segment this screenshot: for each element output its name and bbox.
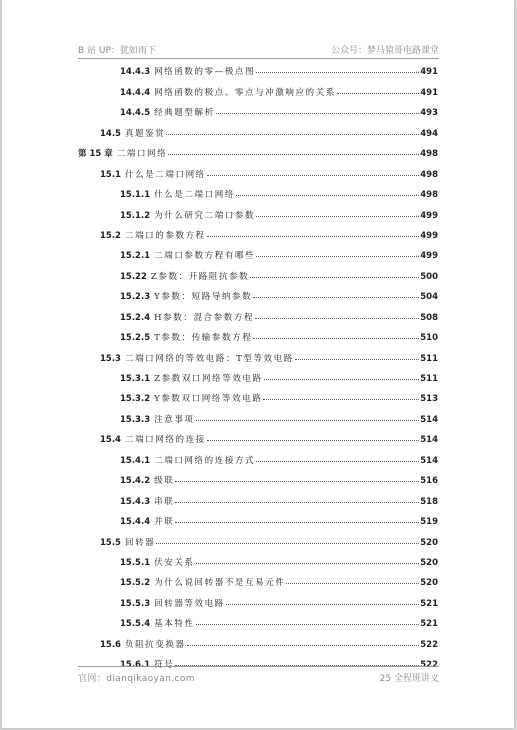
toc-entry[interactable] xyxy=(78,224,438,244)
toc-entry-number: 15.5.1 xyxy=(120,557,151,568)
toc-entry[interactable] xyxy=(78,428,438,448)
toc-entry-title: Y参数：短路导纳参数 xyxy=(154,292,253,303)
toc-leader-dots xyxy=(166,134,419,135)
toc-leader-dots xyxy=(337,93,419,94)
toc-entry[interactable] xyxy=(78,60,438,80)
toc-leader-dots xyxy=(156,543,419,544)
toc-entry-number: 15.5.2 xyxy=(120,578,151,589)
toc-entry-page: 498 xyxy=(420,190,438,201)
toc-leader-dots xyxy=(187,645,420,646)
toc-entry-title: 负阻抗变换器 xyxy=(124,639,186,650)
toc-entry-title: H参数：混合参数方程 xyxy=(154,312,255,323)
toc-entry-page: 499 xyxy=(420,230,438,241)
toc-entry[interactable] xyxy=(78,632,438,652)
toc-entry-title: 二端口网络的连接 xyxy=(124,435,206,446)
toc-leader-dots xyxy=(207,236,419,237)
toc-entry-page: 510 xyxy=(420,333,438,344)
toc-entry-page: 500 xyxy=(420,271,438,282)
toc-entry-line xyxy=(120,311,438,323)
toc-leader-dots xyxy=(175,481,419,482)
toc-entry-number: 15.2.5 xyxy=(120,333,151,344)
toc-entry-line xyxy=(120,515,438,527)
toc-leader-dots xyxy=(253,297,419,298)
toc-entry-number: 15.4.3 xyxy=(120,496,151,507)
toc-entry[interactable] xyxy=(78,264,438,284)
toc-entry-number: 15.3.3 xyxy=(120,414,151,425)
toc-entry-line xyxy=(100,168,438,180)
toc-entry-page: 521 xyxy=(420,619,438,630)
toc-entry-page: 513 xyxy=(420,394,438,405)
toc-entry-line xyxy=(100,229,438,241)
toc-entry-number: 15.4.4 xyxy=(120,517,151,528)
toc-entry-number: 14.4.5 xyxy=(120,108,151,119)
toc-entry-title: 二端口网络的等效电路：T型等效电路 xyxy=(124,353,294,364)
toc-entry-title: 什么是二端口网络 xyxy=(124,169,206,180)
toc-entry-title: 二端口网络 xyxy=(116,149,168,160)
toc-entry-number: 15.2.1 xyxy=(120,251,151,262)
toc-entry[interactable] xyxy=(78,571,438,591)
toc-entry-number: 15.1.2 xyxy=(120,210,151,221)
page-header xyxy=(78,40,439,59)
toc-entry-title: 二端口参数方程有哪些 xyxy=(154,251,256,262)
toc-entry-page: 511 xyxy=(420,374,438,384)
toc-entry-number: 15.6.1 xyxy=(120,660,151,671)
toc-entry-line xyxy=(100,433,438,445)
toc-entry[interactable] xyxy=(78,183,438,203)
toc-entry-page: 518 xyxy=(420,496,438,507)
toc-leader-dots xyxy=(250,277,419,278)
toc-entry-title: 级联 xyxy=(154,476,175,487)
header-right-text: 公众号：梦马猿哥电路课堂 xyxy=(330,46,439,56)
toc-entry-page: 491 xyxy=(420,87,438,98)
toc-entry-number: 15.2.3 xyxy=(120,292,151,303)
toc-entry-title: 二端口的参数方程 xyxy=(124,230,206,241)
header-left-text: B 站 UP：犹如雨下 xyxy=(78,46,156,56)
toc-leader-dots xyxy=(255,318,419,319)
toc-entry-number: 15.4.1 xyxy=(120,455,151,466)
toc-leader-dots xyxy=(226,604,419,605)
toc-entry-page: 522 xyxy=(420,660,438,671)
toc-entry-line xyxy=(120,249,438,261)
toc-entry-title: 伏安关系 xyxy=(154,557,195,568)
toc-entry-line xyxy=(120,495,438,507)
toc-entry-title: 二端口网络的连接方式 xyxy=(154,455,256,466)
page-footer xyxy=(78,666,439,685)
toc-entry-number: 15.5.3 xyxy=(120,598,151,609)
toc-entry-page: 491 xyxy=(420,67,438,78)
toc-entry-page: 499 xyxy=(420,251,438,262)
toc-entry-line xyxy=(120,270,438,282)
toc-leader-dots xyxy=(207,175,419,176)
toc-entry-title: 网络函数的极点、零点与冲激响应的关系 xyxy=(154,87,336,98)
toc-entry-line xyxy=(120,474,438,486)
toc-leader-dots xyxy=(175,502,419,503)
toc-entry[interactable] xyxy=(78,469,438,489)
toc-entry-title: 真题鉴赏 xyxy=(124,128,166,139)
toc-entry[interactable] xyxy=(78,101,438,121)
toc-entry[interactable] xyxy=(78,142,438,162)
toc-entry-number: 15.2 xyxy=(100,230,121,241)
toc-leader-dots xyxy=(264,379,420,380)
toc-entry[interactable] xyxy=(78,244,438,264)
toc-leader-dots xyxy=(196,563,420,564)
toc-entry-page: 520 xyxy=(420,537,438,548)
toc-entry-number: 14.4.3 xyxy=(120,67,151,78)
toc-leader-dots xyxy=(256,256,419,257)
toc-entry-page: 498 xyxy=(420,169,438,180)
toc-entry-line xyxy=(78,147,438,159)
toc-entry-title: 为什么研究二端口参数 xyxy=(154,210,256,221)
toc-entry[interactable] xyxy=(78,121,438,141)
toc-entry-line xyxy=(120,188,438,200)
toc-entry-line xyxy=(120,372,438,384)
toc-entry-page: 521 xyxy=(420,598,438,609)
toc-entry-page: 511 xyxy=(420,353,438,364)
toc-entry-number: 15.3 xyxy=(100,353,121,364)
toc-leader-dots xyxy=(196,624,420,625)
toc-entry-number: 15.22 xyxy=(120,271,147,282)
toc-leader-dots xyxy=(263,399,419,400)
toc-entry[interactable] xyxy=(78,305,438,325)
toc-entry-number: 15.5 xyxy=(100,537,121,548)
toc-entry-line xyxy=(100,536,438,548)
toc-entry-number: 15.1 xyxy=(100,169,121,180)
toc-entry-number: 15.2.4 xyxy=(120,312,151,323)
toc-entry-number: 第 15 章 xyxy=(78,149,113,160)
toc-entry-line xyxy=(120,106,438,118)
toc-entry[interactable] xyxy=(78,203,438,223)
toc-entry-line xyxy=(100,127,438,139)
toc-leader-dots xyxy=(168,154,419,155)
toc-entry-number: 15.3.1 xyxy=(120,374,151,384)
toc-leader-dots xyxy=(236,195,419,196)
toc-entry[interactable] xyxy=(78,346,438,366)
toc-entry-title: Y参数双口网络等效电路 xyxy=(154,394,263,405)
toc-entry[interactable] xyxy=(78,510,438,530)
toc-entry[interactable] xyxy=(78,407,438,427)
toc-leader-dots xyxy=(175,522,419,523)
toc-entry-page: 493 xyxy=(420,108,438,119)
toc-entry-line xyxy=(120,86,438,98)
toc-entry[interactable] xyxy=(78,591,438,611)
toc-entry-page: 514 xyxy=(420,455,438,466)
toc-entry-line xyxy=(120,209,438,221)
toc-entry-title: 什么是二端口网络 xyxy=(154,190,235,201)
toc-entry[interactable] xyxy=(78,551,438,571)
toc-entry[interactable] xyxy=(78,448,438,468)
toc-entry[interactable] xyxy=(78,387,438,407)
toc-entry-title: T参数：传输参数方程 xyxy=(154,333,253,344)
toc-entry-page: 498 xyxy=(420,149,438,160)
toc-entry-line xyxy=(120,331,438,343)
toc-entry-line xyxy=(120,290,438,302)
toc-leader-dots xyxy=(196,420,420,421)
toc-entry-page: 499 xyxy=(420,210,438,221)
toc-entry-page: 520 xyxy=(420,557,438,568)
table-of-contents xyxy=(78,60,438,673)
document-page xyxy=(2,0,514,728)
toc-entry-title: Z参数双口网络等效电路 xyxy=(154,374,263,384)
toc-entry-line xyxy=(120,597,438,609)
toc-entry-page: 520 xyxy=(420,578,438,589)
toc-entry-line xyxy=(100,638,438,650)
toc-entry-number: 15.4.2 xyxy=(120,476,151,487)
toc-entry-line xyxy=(120,413,438,425)
toc-entry[interactable] xyxy=(78,162,438,182)
toc-entry[interactable] xyxy=(78,285,438,305)
toc-entry-number: 14.5 xyxy=(100,128,121,139)
toc-entry-page: 516 xyxy=(420,476,438,487)
toc-entry-line xyxy=(120,556,438,568)
toc-leader-dots xyxy=(286,583,419,584)
toc-entry[interactable] xyxy=(78,530,438,550)
toc-leader-dots xyxy=(295,359,419,360)
toc-entry-line xyxy=(120,454,438,466)
toc-entry-page: 508 xyxy=(420,312,438,323)
toc-entry[interactable] xyxy=(78,367,438,387)
toc-entry-number: 15.3.2 xyxy=(120,394,151,405)
toc-leader-dots xyxy=(256,216,419,217)
toc-entry-title: 为什么说回转器不是互易元件 xyxy=(154,578,286,589)
toc-entry-title: Z参数：开路阻抗参数 xyxy=(150,271,250,282)
toc-entry[interactable] xyxy=(78,612,438,632)
toc-leader-dots xyxy=(256,461,419,462)
toc-entry-number: 15.5.4 xyxy=(120,619,151,630)
toc-entry-page: 504 xyxy=(420,292,438,303)
toc-entry-line xyxy=(120,576,438,588)
toc-entry-title: 串联 xyxy=(154,496,175,507)
toc-entry-number: 15.1.1 xyxy=(120,190,151,201)
toc-entry-number: 15.4 xyxy=(100,435,121,446)
toc-leader-dots xyxy=(207,440,419,441)
toc-entry-title: 回转器等效电路 xyxy=(154,598,225,609)
toc-entry-page: 522 xyxy=(420,639,438,650)
toc-entry-line xyxy=(120,617,438,629)
toc-entry-title: 基本特性 xyxy=(154,619,195,630)
toc-entry-title: 符号 xyxy=(154,660,175,671)
toc-entry-page: 519 xyxy=(420,517,438,528)
toc-entry-title: 注意事项 xyxy=(154,414,195,425)
toc-entry-line xyxy=(120,392,438,404)
toc-entry-title: 经典题型解析 xyxy=(154,108,215,119)
toc-entry[interactable] xyxy=(78,489,438,509)
toc-entry-page: 494 xyxy=(420,128,438,139)
toc-entry-title: 并联 xyxy=(154,517,175,528)
toc-entry-number: 15.6 xyxy=(100,639,121,650)
toc-entry-line xyxy=(100,352,438,364)
toc-leader-dots xyxy=(253,338,419,339)
toc-entry-page: 514 xyxy=(420,414,438,425)
toc-entry[interactable] xyxy=(78,326,438,346)
toc-entry-title: 回转器 xyxy=(124,537,156,548)
toc-entry-line xyxy=(120,65,438,77)
footer-left-text: 官网：dianqikaoyan.com xyxy=(78,674,195,684)
toc-entry[interactable] xyxy=(78,80,438,100)
toc-leader-dots xyxy=(256,72,419,73)
toc-entry-number: 14.4.4 xyxy=(120,87,151,98)
footer-right-text: 25 全程班讲义 xyxy=(379,674,439,684)
toc-entry-page: 514 xyxy=(420,435,438,446)
toc-entry-title: 网络函数的零—极点图 xyxy=(154,67,256,78)
toc-leader-dots xyxy=(216,113,420,114)
